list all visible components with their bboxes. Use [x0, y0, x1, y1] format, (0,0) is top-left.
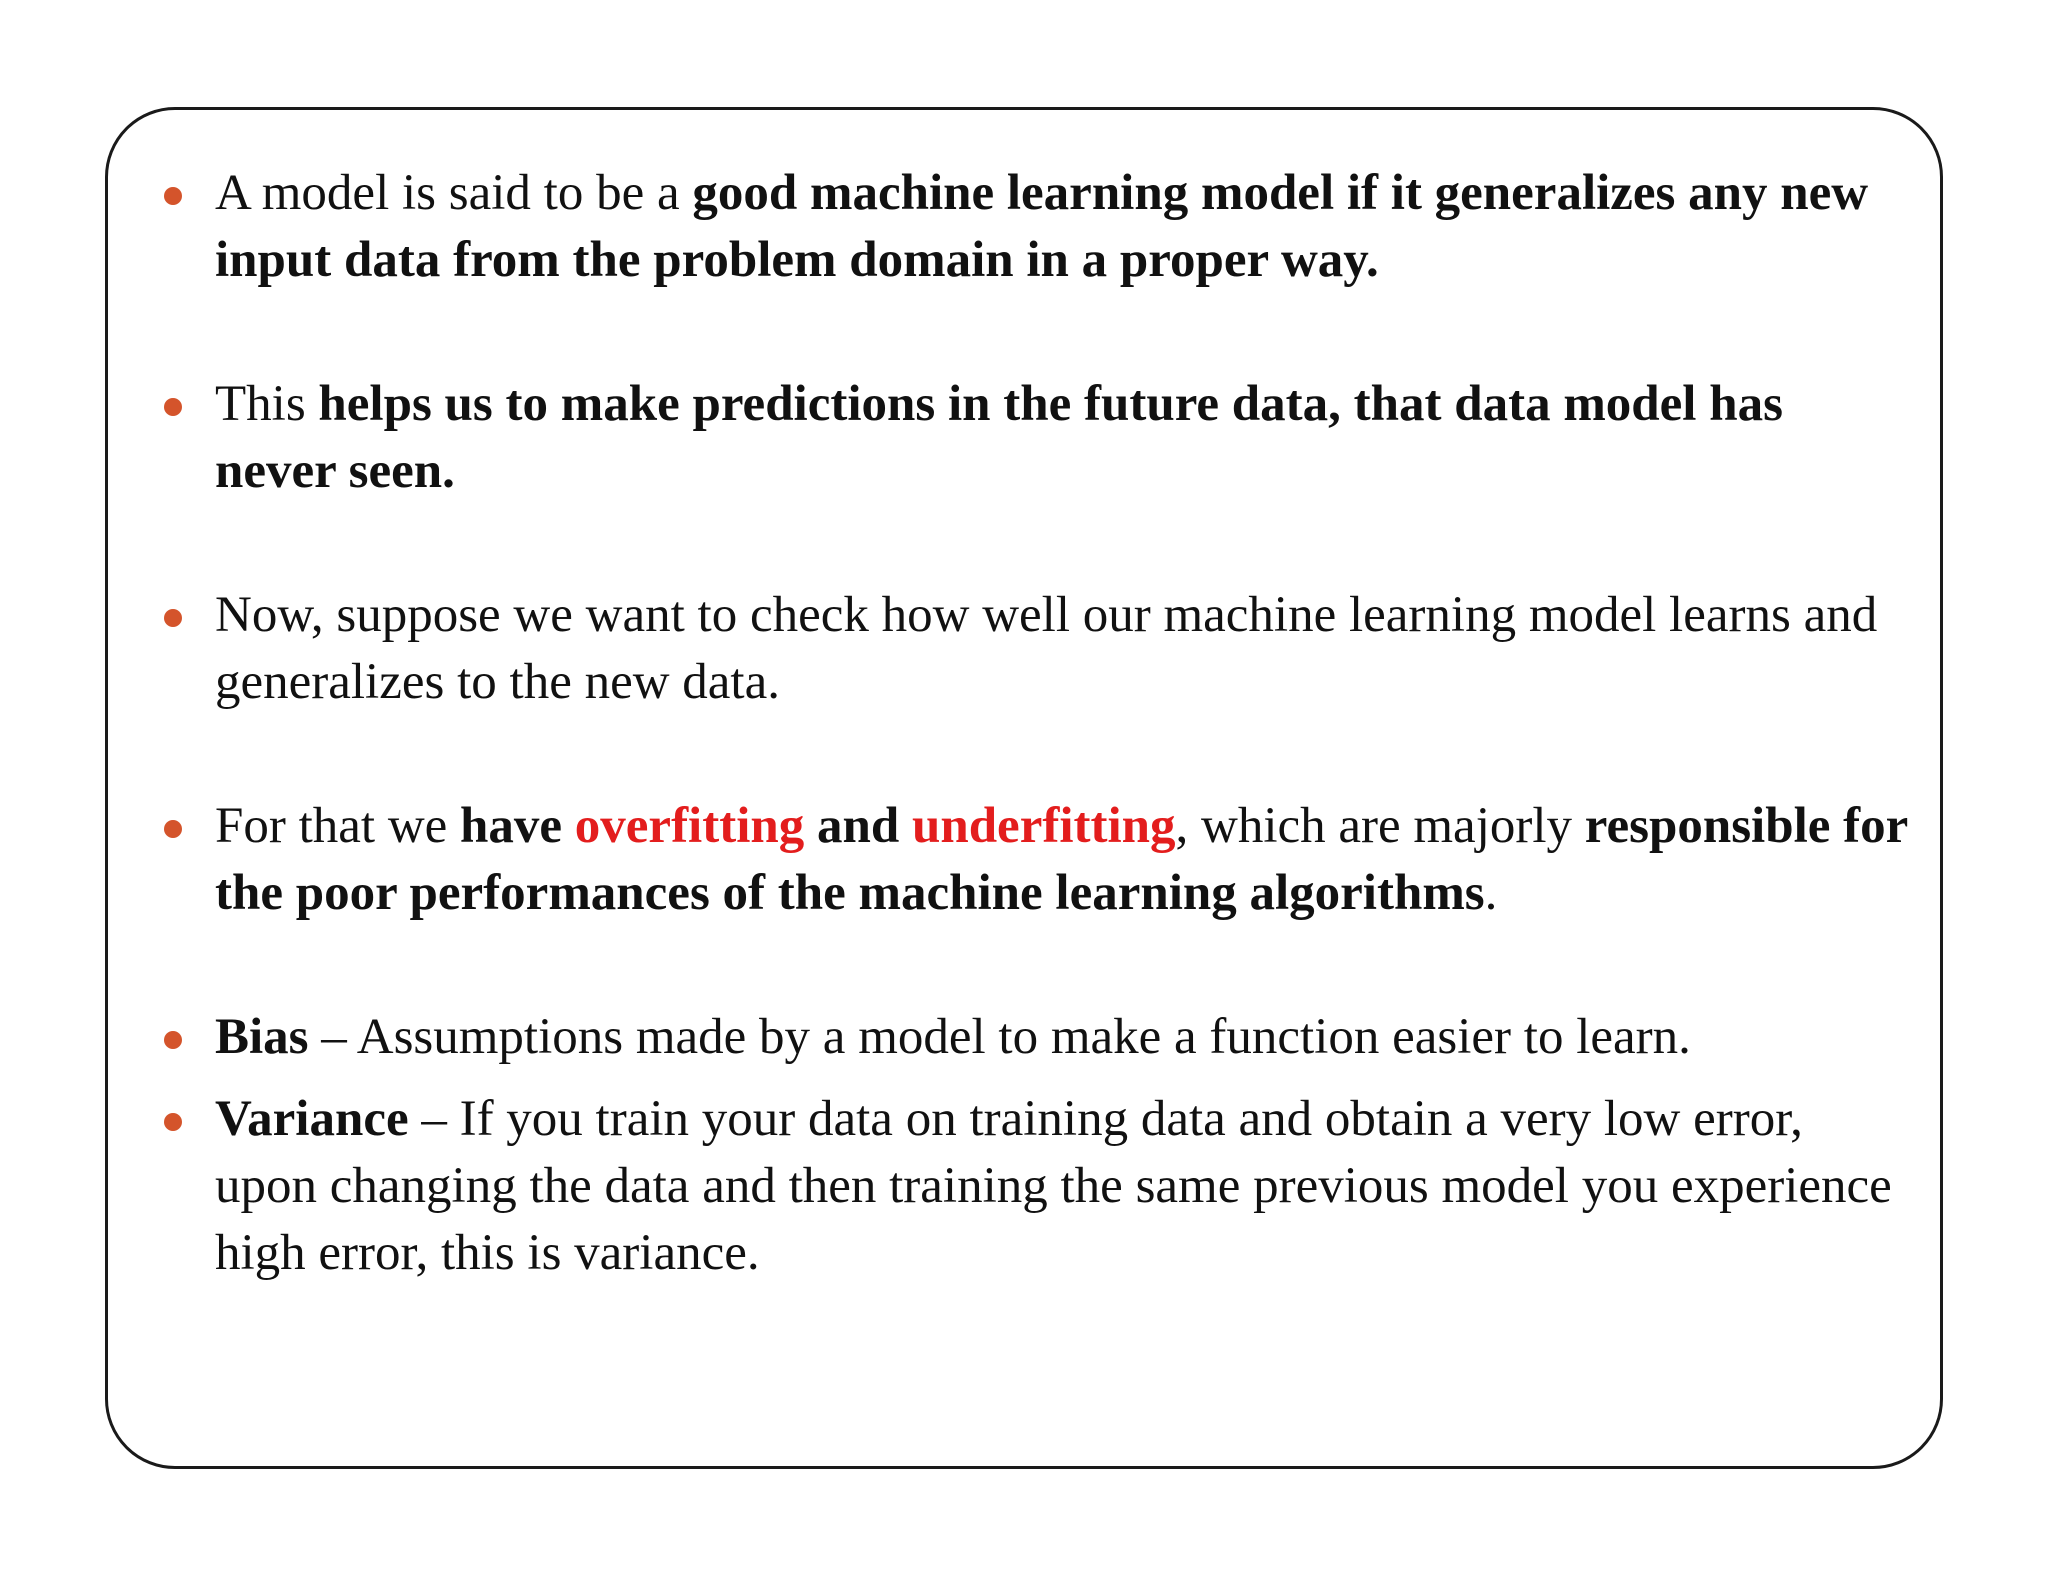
bullet-text-bold: responsible for the poor performances of the machine learning algorithms — [215, 798, 1908, 921]
bullet-item-bias — [155, 1004, 1915, 1071]
bullet-text-space — [804, 798, 817, 854]
bullet-text: – If you train your data on training data and obtain a very low error, upon changing the data and then training the same previous model you experience high error, this is variance. — [215, 1091, 1892, 1281]
bullet-dot-icon — [164, 1031, 182, 1049]
bullet-text-bold: and — [816, 798, 900, 854]
bullet-dot-icon — [164, 820, 182, 838]
bullet-dot-icon — [164, 1113, 182, 1131]
bullet-list — [155, 160, 1915, 1287]
bullet-text-bold: have — [460, 798, 563, 854]
term-underfitting: underfitting — [911, 798, 1176, 854]
bullet-text: . — [1484, 865, 1498, 921]
bullet-text: Now, suppose we want to check how well our machine learning model learns and generalizes to the new data. — [215, 587, 1878, 710]
bullet-text: A model is said to be a — [215, 165, 693, 221]
bullet-item-good-model — [155, 160, 1915, 294]
bullet-item-predictions — [155, 371, 1915, 505]
bullet-text-space — [899, 798, 912, 854]
bullet-text-space — [562, 798, 575, 854]
bullet-text: , which are majorly — [1175, 798, 1585, 854]
bullet-text: This — [215, 376, 319, 432]
term-bias: Bias — [215, 1009, 309, 1065]
term-overfitting: overfitting — [574, 798, 805, 854]
term-variance: Variance — [215, 1091, 409, 1147]
bullet-item-overfitting-underfitting — [155, 793, 1915, 927]
bullet-item-variance — [155, 1086, 1915, 1287]
bullet-dot-icon — [164, 609, 182, 627]
bullet-text: – Assumptions made by a model to make a function easier to learn. — [308, 1009, 1691, 1065]
bullet-item-check-generalization — [155, 582, 1915, 716]
bullet-text-bold: good machine learning model if it generalizes any new input data from the problem domain in a proper way. — [215, 165, 1869, 288]
bullet-text-bold: helps us to make predictions in the future data, that data model has never seen. — [215, 376, 1783, 499]
bullet-dot-icon — [164, 398, 182, 416]
bullet-text: For that we — [215, 798, 461, 854]
bullet-dot-icon — [164, 187, 182, 205]
